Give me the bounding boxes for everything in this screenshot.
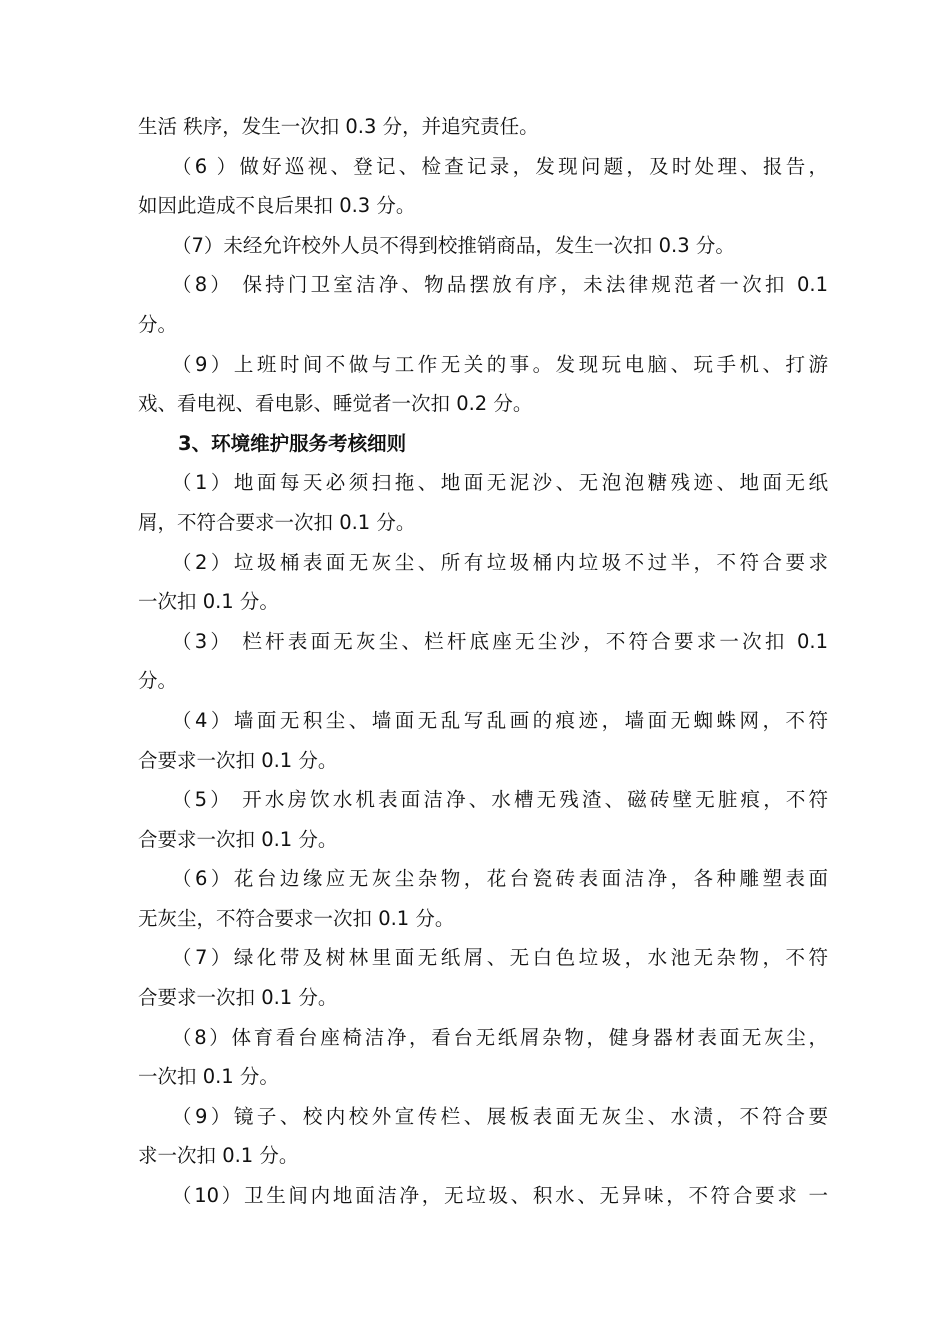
- text-line: （6 ）做好巡视、登记、检查记录，发现问题，及时处理、报告，: [172, 154, 828, 178]
- text-line: 分。: [138, 669, 178, 693]
- text-line: 戏、看电视、看电影、睡觉者一次扣 0.2 分。: [138, 392, 533, 416]
- section-heading: 3、环境维护服务考核细则: [178, 431, 407, 455]
- text-line: （2）垃圾桶表面无灰尘、所有垃圾桶内垃圾不过半，不符合要求: [172, 550, 828, 574]
- text-line: （9）上班时间不做与工作无关的事。发现玩电脑、玩手机、打游: [172, 352, 828, 376]
- text-line: 无灰尘，不符合要求一次扣 0.1 分。: [138, 906, 455, 930]
- text-line: （8）体育看台座椅洁净，看台无纸屑杂物，健身器材表面无灰尘，: [172, 1025, 828, 1049]
- document-page: [138, 107, 828, 1216]
- text-line: 生活 秩序，发生一次扣 0.3 分，并追究责任。: [138, 115, 539, 138]
- text-line: （5） 开水房饮水机表面洁净、水槽无残渣、磁砖壁无脏痕，不符: [172, 788, 828, 812]
- text-line: 分。: [138, 312, 178, 336]
- text-line: （10）卫生间内地面洁净，无垃圾、积水、无异味，不符合要求 一: [172, 1184, 828, 1208]
- text-line: （9）镜子、校内校外宣传栏、展板表面无灰尘、水渍，不符合要: [172, 1104, 828, 1128]
- text-line: 求一次扣 0.1 分。: [138, 1144, 299, 1168]
- text-line: 屑，不符合要求一次扣 0.1 分。: [138, 510, 416, 534]
- text-line: （6）花台边缘应无灰尘杂物，花台瓷砖表面洁净，各种雕塑表面: [172, 867, 828, 891]
- text-line: （4）墙面无积尘、墙面无乱写乱画的痕迹，墙面无蜘蛛网，不符: [172, 708, 828, 732]
- text-line: （8） 保持门卫室洁净、物品摆放有序，未法律规范者一次扣 0.1: [172, 273, 828, 297]
- text-line: 一次扣 0.1 分。: [138, 590, 279, 614]
- text-line: 如因此造成不良后果扣 0.3 分。: [138, 194, 416, 218]
- text-line: 合要求一次扣 0.1 分。: [138, 827, 338, 851]
- text-line: （3） 栏杆表面无灰尘、栏杆底座无尘沙，不符合要求一次扣 0.1: [172, 629, 828, 653]
- text-line: （7）绿化带及树林里面无纸屑、无白色垃圾，水池无杂物，不符: [172, 946, 828, 970]
- text-line: 合要求一次扣 0.1 分。: [138, 986, 338, 1010]
- text-line: 一次扣 0.1 分。: [138, 1065, 279, 1089]
- text-line: （1）地面每天必须扫拖、地面无泥沙、无泡泡糖残迹、地面无纸: [172, 471, 828, 495]
- text-line: 合要求一次扣 0.1 分。: [138, 748, 338, 772]
- text-line: （7）未经允许校外人员不得到校推销商品，发生一次扣 0.3 分。: [172, 233, 735, 257]
